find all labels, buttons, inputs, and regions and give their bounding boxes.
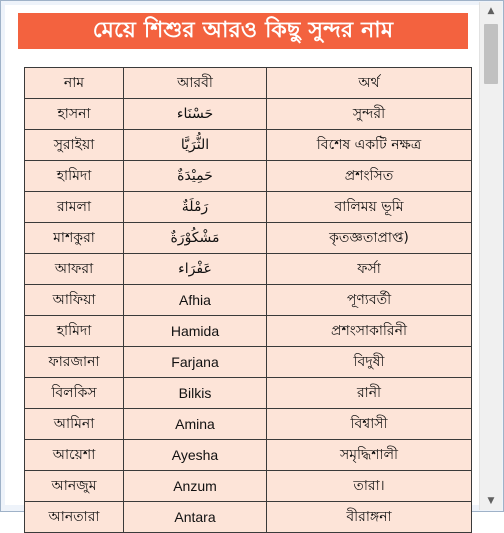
cell-meaning: পূণ্যবর্তী [267, 285, 472, 316]
cell-name: আফিয়া [25, 285, 124, 316]
cell-meaning: ফর্সা [267, 254, 472, 285]
cell-meaning: বালিময় ভূমি [267, 192, 472, 223]
cell-meaning: বিশ্বাসী [267, 409, 472, 440]
cell-meaning: কৃতজ্ঞতাপ্রাপ্ত) [267, 223, 472, 254]
table-row [25, 285, 472, 316]
cell-meaning: তারা। [267, 471, 472, 502]
table-row [25, 99, 472, 130]
table-row [25, 254, 472, 285]
cell-meaning: বিশেষ একটি নক্ষত্র [267, 130, 472, 161]
table-row [25, 130, 472, 161]
cell-arabic: حَمِيْدَةٌ [124, 161, 267, 192]
table-row [25, 161, 472, 192]
cell-arabic: الثُّرَيَّا [124, 130, 267, 161]
cell-name: হাসনা [25, 99, 124, 130]
cell-arabic: Anzum [124, 471, 267, 502]
cell-meaning: বীরাঙ্গনা [267, 502, 472, 533]
header-name: নাম [25, 68, 124, 99]
cell-name: আনতারা [25, 502, 124, 533]
table-row [25, 409, 472, 440]
cell-arabic: Afhia [124, 285, 267, 316]
cell-arabic: Ayesha [124, 440, 267, 471]
cell-arabic: Amina [124, 409, 267, 440]
cell-name: আয়েশা [25, 440, 124, 471]
table-row [25, 471, 472, 502]
names-table [24, 67, 472, 533]
cell-name: হামিদা [25, 316, 124, 347]
cell-meaning: সুন্দরী [267, 99, 472, 130]
cell-arabic: Antara [124, 502, 267, 533]
scroll-up-icon[interactable]: ▲ [487, 6, 495, 16]
cell-name: রামলা [25, 192, 124, 223]
table-row [25, 316, 472, 347]
cell-arabic: رَمْلَةٌ [124, 192, 267, 223]
cell-arabic: Bilkis [124, 378, 267, 409]
scrollbar-thumb[interactable] [484, 24, 498, 84]
cell-name: মাশকুরা [25, 223, 124, 254]
table-row [25, 347, 472, 378]
header-arabic: আরবী [124, 68, 267, 99]
scroll-down-icon[interactable]: ▼ [487, 496, 495, 506]
cell-name: সুরাইয়া [25, 130, 124, 161]
table-row [25, 440, 472, 471]
cell-meaning: বিদুষী [267, 347, 472, 378]
cell-meaning: সমৃদ্ধিশালী [267, 440, 472, 471]
table-row [25, 502, 472, 533]
cell-name: ফারজানা [25, 347, 124, 378]
cell-name: আমিনা [25, 409, 124, 440]
cell-meaning: প্রশংসিত [267, 161, 472, 192]
cell-arabic: عَفْرَاء [124, 254, 267, 285]
vertical-scrollbar[interactable] [479, 2, 502, 510]
cell-meaning: রানী [267, 378, 472, 409]
page-title: মেয়ে শিশুর আরও কিছু সুন্দর নাম [18, 13, 468, 49]
page-content [5, 5, 479, 525]
cell-meaning: প্রশংসাকারিনী [267, 316, 472, 347]
table-row [25, 223, 472, 254]
cell-arabic: حَسْنَاء [124, 99, 267, 130]
header-meaning: অর্থ [267, 68, 472, 99]
table-row [25, 378, 472, 409]
cell-name: বিলকিস [25, 378, 124, 409]
cell-arabic: مَشْكُوْرَةٌ [124, 223, 267, 254]
cell-name: আফরা [25, 254, 124, 285]
cell-arabic: Hamida [124, 316, 267, 347]
table-row [25, 192, 472, 223]
cell-arabic: Farjana [124, 347, 267, 378]
cell-name: আনজুম [25, 471, 124, 502]
cell-name: হামিদা [25, 161, 124, 192]
table-header-row [25, 68, 472, 99]
